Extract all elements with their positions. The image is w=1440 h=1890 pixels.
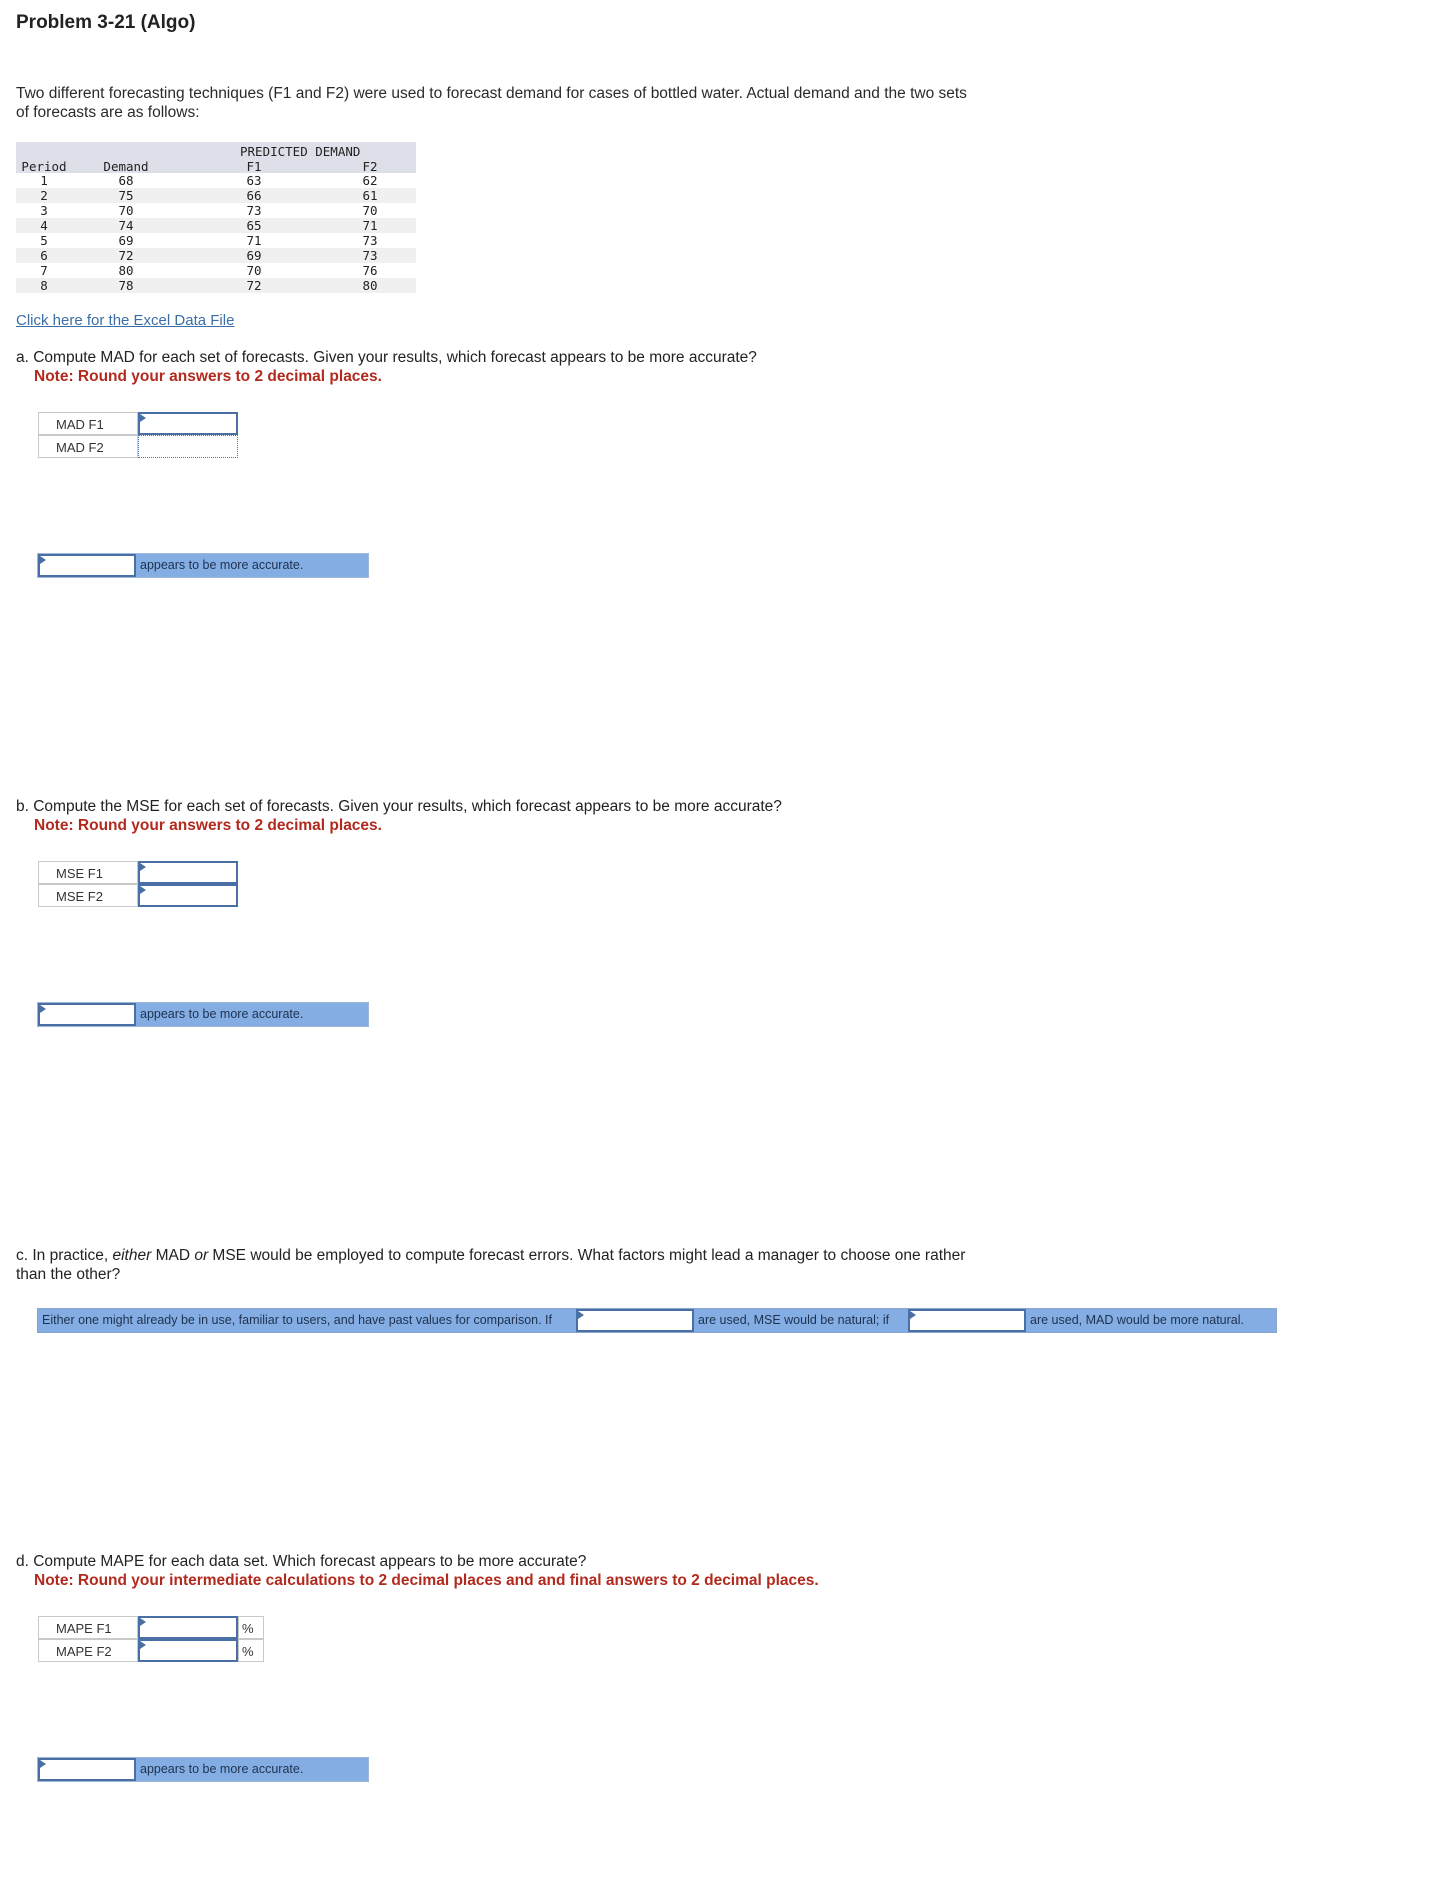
table-body bbox=[16, 173, 416, 293]
part-b-choice-input[interactable] bbox=[38, 1003, 136, 1026]
cell-period: 5 bbox=[40, 233, 48, 248]
cell-period: 7 bbox=[40, 263, 48, 278]
table-row bbox=[16, 233, 416, 248]
part-a-choice-input[interactable] bbox=[38, 554, 136, 577]
page-title: Problem 3-21 (Algo) bbox=[16, 12, 196, 33]
mse-f1-label: MSE F1 bbox=[38, 861, 138, 884]
part-d-answer-grid bbox=[38, 1616, 264, 1662]
cell-period: 4 bbox=[40, 218, 48, 233]
cell-f1: 66 bbox=[246, 188, 262, 203]
table-row bbox=[16, 173, 416, 188]
cell-demand: 72 bbox=[118, 248, 134, 263]
mse-f1-input[interactable] bbox=[138, 861, 238, 884]
part-a-sentence bbox=[37, 553, 369, 578]
part-d-sentence bbox=[37, 1757, 369, 1782]
mad-f1-input[interactable] bbox=[138, 412, 238, 435]
part-c-blank-1[interactable] bbox=[576, 1309, 694, 1332]
mad-f1-label: MAD F1 bbox=[38, 412, 138, 435]
table-row bbox=[16, 263, 416, 278]
cell-f2: 62 bbox=[362, 173, 378, 188]
cell-period: 1 bbox=[40, 173, 48, 188]
cell-period: 8 bbox=[40, 278, 48, 293]
part-b-question-text: b. Compute the MSE for each set of forecasts. Given your results, which forecast appears to be more accurate? bbox=[16, 798, 782, 815]
table-row bbox=[16, 203, 416, 218]
part-c-text-1: Either one might already be in use, familiar to users, and have past values for comparison. If bbox=[38, 1309, 576, 1332]
cell-f2: 76 bbox=[362, 263, 378, 278]
mape-f2-label: MAPE F2 bbox=[38, 1639, 138, 1662]
table-row bbox=[16, 278, 416, 293]
header-f2: F2 bbox=[362, 159, 378, 174]
part-d-sentence-text: appears to be more accurate. bbox=[136, 1758, 368, 1781]
mse-f2-input[interactable] bbox=[138, 884, 238, 907]
excel-data-link[interactable]: Click here for the Excel Data File bbox=[16, 312, 235, 329]
cell-demand: 69 bbox=[118, 233, 134, 248]
cell-f1: 65 bbox=[246, 218, 262, 233]
mad-f2-input[interactable] bbox=[138, 435, 238, 458]
cell-f2: 73 bbox=[362, 248, 378, 263]
part-b-answer-grid bbox=[38, 861, 238, 907]
part-c-sentence bbox=[37, 1308, 1277, 1333]
mse-f2-label: MSE F2 bbox=[38, 884, 138, 907]
cell-period: 2 bbox=[40, 188, 48, 203]
part-c-text-2: are used, MSE would be natural; if bbox=[694, 1309, 908, 1332]
part-c-q-mid1: MAD bbox=[151, 1247, 195, 1264]
part-d-question bbox=[16, 1552, 976, 1590]
part-c-text-3: are used, MAD would be more natural. bbox=[1026, 1309, 1276, 1332]
cell-f2: 71 bbox=[362, 218, 378, 233]
header-demand: Demand bbox=[103, 159, 149, 174]
part-d-choice-input[interactable] bbox=[38, 1758, 136, 1781]
cell-demand: 74 bbox=[118, 218, 134, 233]
part-a-answer-grid bbox=[38, 412, 238, 458]
cell-f1: 73 bbox=[246, 203, 262, 218]
part-a-note: Note: Round your answers to 2 decimal places. bbox=[34, 368, 382, 385]
cell-period: 6 bbox=[40, 248, 48, 263]
part-d-note: Note: Round your intermediate calculations to 2 decimal places and and final answers to 2 decimal places. bbox=[34, 1572, 819, 1589]
part-b-sentence bbox=[37, 1002, 369, 1027]
cell-f1: 72 bbox=[246, 278, 262, 293]
part-c-question bbox=[16, 1246, 976, 1284]
part-c-q-mid2: MSE would be employed to compute forecast errors. What factors might lead a manager to choose one rather than the other? bbox=[16, 1247, 966, 1283]
header-period: Period bbox=[21, 159, 67, 174]
mape-f1-input[interactable] bbox=[138, 1616, 238, 1639]
mape-f1-unit: % bbox=[238, 1616, 264, 1639]
cell-f1: 63 bbox=[246, 173, 262, 188]
part-c-q-either: either bbox=[112, 1247, 152, 1264]
part-c-blank-2[interactable] bbox=[908, 1309, 1026, 1332]
header-f1: F1 bbox=[246, 159, 262, 174]
cell-period: 3 bbox=[40, 203, 48, 218]
part-c-q-pre: c. In practice, bbox=[16, 1247, 113, 1264]
cell-f2: 80 bbox=[362, 278, 378, 293]
cell-f1: 71 bbox=[246, 233, 262, 248]
cell-f2: 61 bbox=[362, 188, 378, 203]
group-header: PREDICTED DEMAND bbox=[240, 144, 361, 159]
part-b-sentence-text: appears to be more accurate. bbox=[136, 1003, 368, 1026]
part-c-q-or: or bbox=[194, 1247, 209, 1264]
cell-f2: 73 bbox=[362, 233, 378, 248]
table-row bbox=[16, 188, 416, 203]
cell-demand: 68 bbox=[118, 173, 134, 188]
mad-f2-label: MAD F2 bbox=[38, 435, 138, 458]
mape-f2-input[interactable] bbox=[138, 1639, 238, 1662]
cell-f1: 69 bbox=[246, 248, 262, 263]
table-row bbox=[16, 218, 416, 233]
part-a-sentence-text: appears to be more accurate. bbox=[136, 554, 368, 577]
cell-demand: 75 bbox=[118, 188, 134, 203]
table-row bbox=[16, 248, 416, 263]
intro-text: Two different forecasting techniques (F1 and F2) were used to forecast demand for cases of bottled water. Actual demand and the two sets of forecasts are as follows: bbox=[16, 85, 967, 121]
table-header bbox=[16, 142, 416, 173]
mape-f2-unit: % bbox=[238, 1639, 264, 1662]
part-b-note: Note: Round your answers to 2 decimal places. bbox=[34, 817, 382, 834]
data-table bbox=[16, 142, 416, 293]
cell-f2: 70 bbox=[362, 203, 378, 218]
cell-demand: 78 bbox=[118, 278, 134, 293]
mape-f1-label: MAPE F1 bbox=[38, 1616, 138, 1639]
part-b-question bbox=[16, 797, 976, 835]
part-a-question-text: a. Compute MAD for each set of forecasts. Given your results, which forecast appears to be more accurate? bbox=[16, 349, 757, 366]
cell-demand: 80 bbox=[118, 263, 134, 278]
part-d-question-text: d. Compute MAPE for each data set. Which forecast appears to be more accurate? bbox=[16, 1553, 587, 1570]
cell-f1: 70 bbox=[246, 263, 262, 278]
part-a-question bbox=[16, 348, 976, 386]
cell-demand: 70 bbox=[118, 203, 134, 218]
